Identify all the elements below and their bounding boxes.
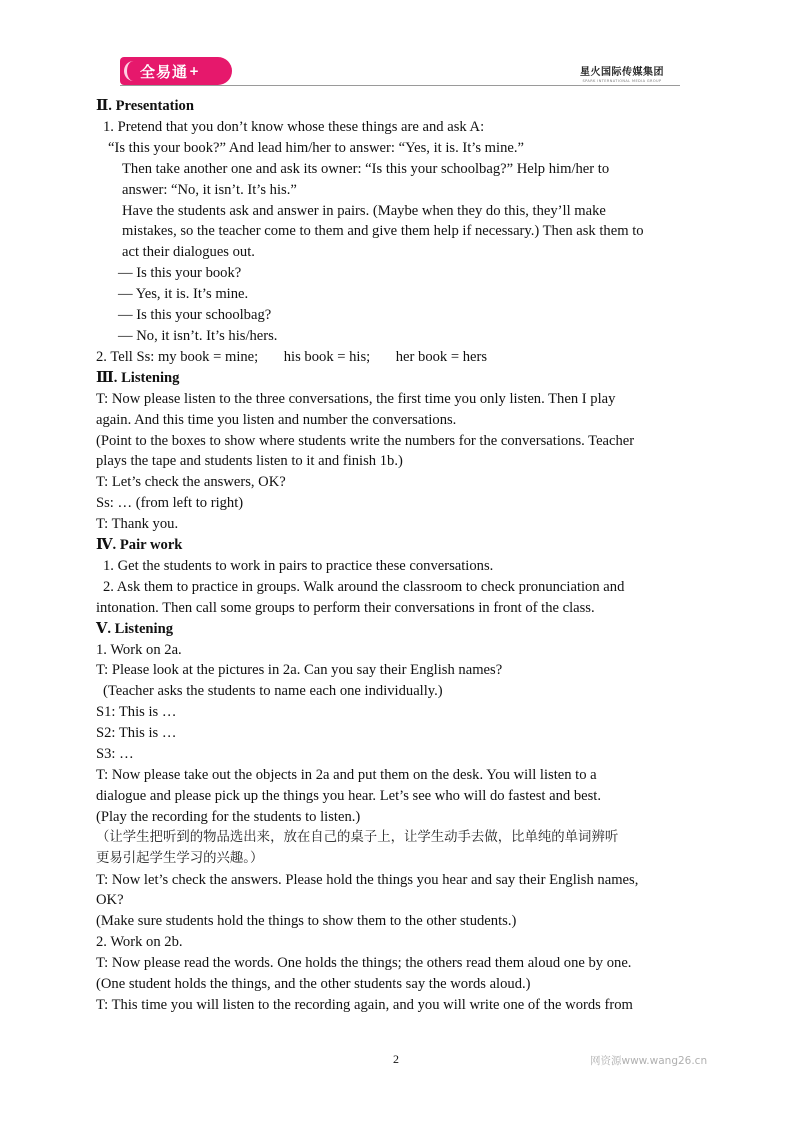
- text-line: “Is this your book?” And lead him/her to answer: “Yes, it is. It’s mine.”: [108, 139, 524, 156]
- section-heading: Ⅲ. Listening: [96, 369, 180, 386]
- text-line: S1: This is …: [96, 704, 177, 721]
- text-line: (Teacher asks the students to name each one individually.): [103, 683, 443, 700]
- text-line: Ss: … (from left to right): [96, 495, 244, 512]
- text-line: 2. Tell Ss: my book = mine; his book = his; her book = hers: [96, 348, 488, 365]
- header-rule: [120, 85, 680, 86]
- text-line: Then take another one and ask its owner: “Is this your schoolbag?” Help him/her to: [122, 160, 610, 177]
- text-line: OK?: [96, 892, 124, 909]
- text-line: T: Please look at the pictures in 2a. Can you say their English names?: [96, 662, 503, 679]
- dialogue-line: — Yes, it is. It’s mine.: [118, 286, 249, 303]
- text-line: intonation. Then call some groups to perform their conversations in front of the class.: [96, 599, 595, 616]
- publisher-brand: [580, 63, 664, 83]
- logo-plus: +: [189, 64, 201, 78]
- text-line: S2: This is …: [96, 725, 177, 742]
- text-line: 2. Work on 2b.: [96, 934, 183, 951]
- text-line: (One student holds the things, and the other students say the words aloud.): [96, 976, 531, 993]
- text-line: (Point to the boxes to show where students write the numbers for the conversations. Teacher: [96, 432, 635, 449]
- page-header: [120, 55, 680, 87]
- publisher-name-cn: 星火国际传媒集团: [580, 67, 664, 78]
- logo-swoosh-icon: [124, 61, 143, 81]
- section-heading: Ⅳ. Pair work: [96, 537, 183, 554]
- text-line: dialogue and please pick up the things you hear. Let’s see who will do fastest and best.: [96, 787, 601, 804]
- chinese-note: （让学生把听到的物品选出来，放在自己的桌子上，让学生动手去做，比单纯的单词辨听: [96, 829, 619, 845]
- text-line: answer: “No, it isn’t. It’s his.”: [122, 181, 297, 198]
- section-heading: Ⅴ. Listening: [96, 620, 174, 637]
- text-line: 2. Ask them to practice in groups. Walk around the classroom to check pronunciation and: [103, 578, 625, 595]
- brand-logo: [120, 57, 232, 85]
- lesson-body: [96, 96, 704, 1016]
- publisher-name-en: SPARK INTERNATIONAL MEDIA GROUP: [582, 79, 662, 83]
- text-line: T: This time you will listen to the recording again, and you will write one of the words from: [96, 996, 633, 1013]
- text-line: Have the students ask and answer in pairs. (Maybe when they do this, they’ll make: [122, 202, 606, 219]
- text-line: T: Now please listen to the three conversations, the first time you only listen. Then I play: [96, 390, 616, 407]
- text-line: T: Now let’s check the answers. Please hold the things you hear and say their English names,: [96, 871, 639, 888]
- text-line: T: Now please read the words. One holds the things; the others read them aloud one by one.: [96, 955, 632, 972]
- text-line: T: Let’s check the answers, OK?: [96, 474, 286, 491]
- text-line: S3: …: [96, 746, 134, 763]
- text-line: plays the tape and students listen to it and finish 1b.): [96, 453, 403, 470]
- text-line: 1. Work on 2a.: [96, 641, 182, 658]
- text-line: T: Now please take out the objects in 2a and put them on the desk. You will listen to a: [96, 767, 597, 783]
- text-line: (Play the recording for the students to listen.): [96, 808, 361, 825]
- dialogue-line: — No, it isn’t. It’s his/hers.: [118, 327, 278, 344]
- text-line: act their dialogues out.: [122, 244, 255, 261]
- section-heading: Ⅱ. Presentation: [96, 98, 194, 114]
- text-line: (Make sure students hold the things to show them to the other students.): [96, 913, 517, 930]
- watermark: 网资源www.wang26.cn: [590, 1055, 708, 1067]
- text-line: T: Thank you.: [96, 516, 179, 533]
- chinese-note: 更易引起学生学习的兴趣。）: [96, 850, 264, 866]
- text-line: again. And this time you listen and number the conversations.: [96, 411, 457, 428]
- dialogue-line: — Is this your schoolbag?: [118, 307, 272, 324]
- logo-text: 全易通: [140, 62, 189, 81]
- text-line: 1. Pretend that you don’t know whose these things are and ask A:: [103, 118, 485, 135]
- dialogue-line: — Is this your book?: [118, 265, 242, 282]
- text-line: mistakes, so the teacher come to them and give them help if necessary.) Then ask them to: [122, 223, 644, 240]
- page-number: 2: [393, 1052, 399, 1066]
- text-line: 1. Get the students to work in pairs to practice these conversations.: [103, 557, 494, 574]
